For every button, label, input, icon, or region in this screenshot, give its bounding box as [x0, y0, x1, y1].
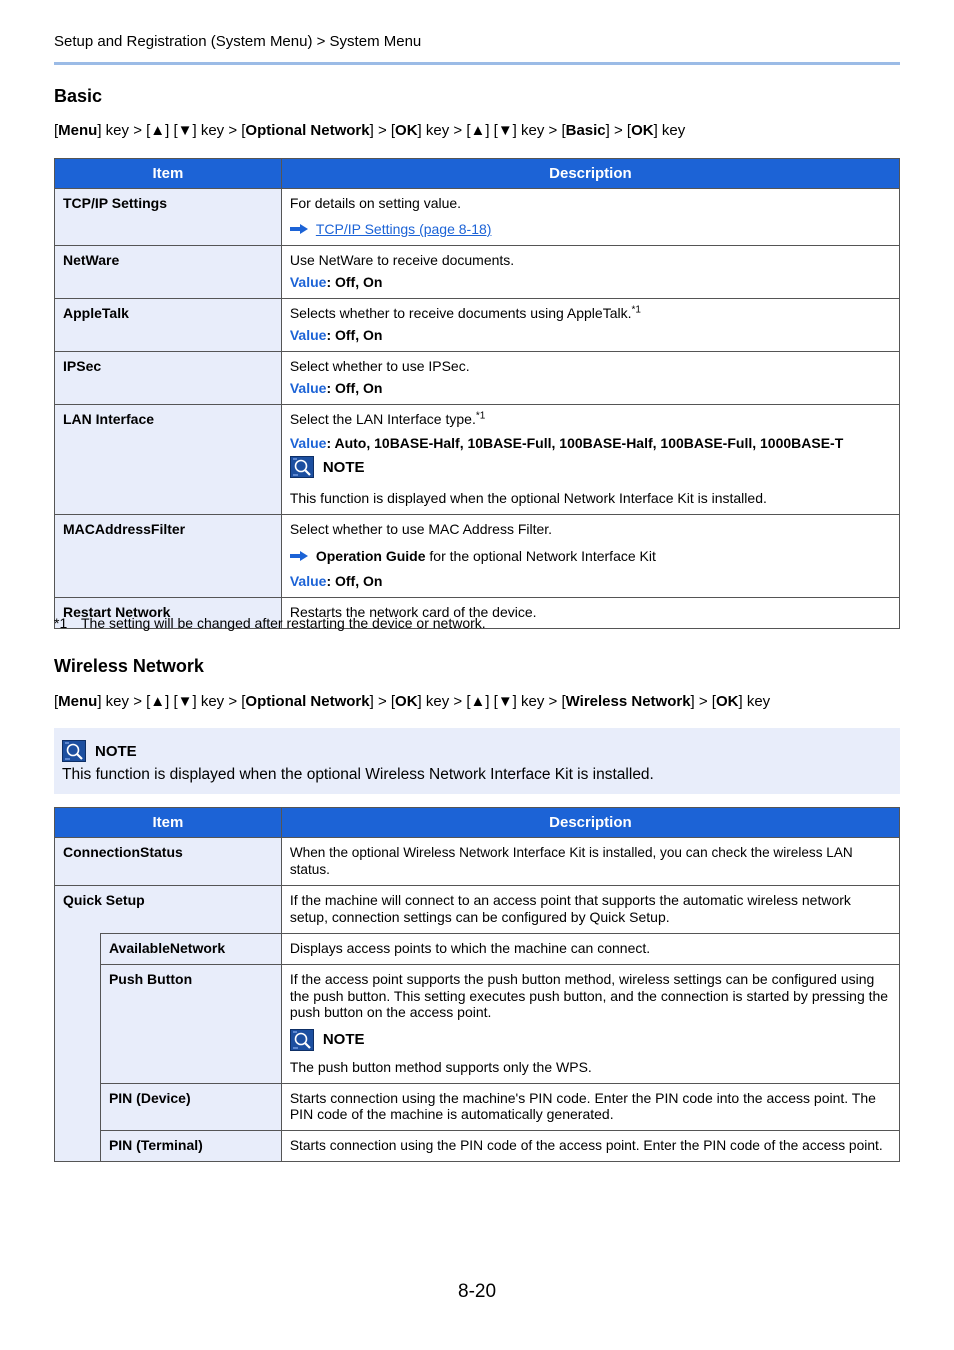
breadcrumb: Setup and Registration (System Menu) > System Menu	[54, 33, 422, 50]
table-row	[55, 1083, 900, 1130]
note-text: This function is displayed when the optional Wireless Network Interface Kit is installed.	[62, 766, 654, 783]
table-header-row	[55, 159, 900, 189]
row-desc-restart-network: Restarts the network card of the device.	[281, 598, 899, 629]
keypath-wireless: [Menu] key > [▲] [▼] key > [Optional Network] > [OK] key > [▲] [▼] key > [Wireless Network] > [OK] key	[54, 693, 771, 710]
row-item-pin-terminal: PIN (Terminal)	[100, 1130, 281, 1161]
column-header-description: Description	[281, 159, 899, 189]
table-row	[55, 934, 900, 965]
operation-guide-ref: Operation Guide	[315, 548, 426, 564]
table-row	[55, 246, 900, 299]
table-row	[55, 352, 900, 405]
row-desc-push-button: If the access point supports the push button method, wireless settings can be configured using the push button. This setting executes push button, and the connection is started by pressing the push button on the access point. NOTE The push button method supports only the WPS.	[281, 965, 899, 1084]
row-item-mac-address-filter: MACAddressFilter	[55, 515, 282, 598]
row-desc-pin-device: Starts connection using the machine's PIN code. Enter the PIN code into the access point. The PIN code of the machine is automatically generated.	[281, 1083, 899, 1130]
row-item-quick-setup: Quick Setup	[55, 886, 282, 934]
row-item-restart-network: Restart Network	[55, 598, 282, 629]
column-header-item: Item	[55, 808, 282, 838]
note-label: NOTE	[322, 458, 365, 476]
row-item-tcpip: TCP/IP Settings	[55, 189, 282, 246]
table-row	[55, 1130, 900, 1161]
table-row	[55, 405, 900, 515]
quick-setup-indent	[55, 934, 101, 1162]
table-row	[55, 299, 900, 352]
row-desc-connection-status: When the optional Wireless Network Interface Kit is installed, you can check the wireless LAN status.	[281, 838, 899, 886]
note-label: NOTE	[322, 1031, 365, 1048]
row-desc-mac-address-filter: Select whether to use MAC Address Filter. Operation Guide for the optional Network Interface Kit Value: Off, On	[281, 515, 899, 598]
note-icon	[62, 740, 86, 762]
note-icon	[290, 1029, 314, 1051]
note-icon	[290, 456, 314, 478]
row-item-lan-interface: LAN Interface	[55, 405, 282, 515]
row-item-netware: NetWare	[55, 246, 282, 299]
column-header-description: Description	[281, 808, 899, 838]
section-title-basic: Basic	[54, 86, 103, 106]
reference-arrow-icon	[290, 551, 308, 561]
wireless-settings-table	[54, 807, 900, 1162]
row-desc-appletalk: Selects whether to receive documents using AppleTalk.$^{*1}$ Value: Off, On	[281, 299, 899, 352]
row-desc-ipsec: Select whether to use IPSec. Value: Off, On	[281, 352, 899, 405]
note-label: NOTE	[95, 742, 137, 760]
row-desc-pin-terminal: Starts connection using the PIN code of the access point. Enter the PIN code of the access point.	[281, 1130, 899, 1161]
row-item-appletalk: AppleTalk	[55, 299, 282, 352]
table-row	[55, 189, 900, 246]
table-row	[55, 886, 900, 934]
row-item-push-button: Push Button	[100, 965, 281, 1084]
table-row	[55, 965, 900, 1084]
table-row	[55, 838, 900, 886]
note-text: This function is displayed when the optional Network Interface Kit is installed.	[289, 490, 767, 506]
footnote: *1 The setting will be changed after restarting the device or network.	[54, 615, 486, 631]
basic-settings-table	[54, 158, 900, 629]
tcpip-settings-link[interactable]: TCP/IP Settings (page 8-18)	[315, 221, 492, 237]
row-item-connection-status: ConnectionStatus	[55, 838, 282, 886]
row-desc-quick-setup: If the machine will connect to an access point that supports the automatic wireless network setup, connection settings can be configured by Quick Setup.	[281, 886, 899, 934]
row-desc-netware: Use NetWare to receive documents. Value: Off, On	[281, 246, 899, 299]
table-header-row	[55, 808, 900, 838]
column-header-item: Item	[55, 159, 282, 189]
row-desc-available-network: Displays access points to which the machine can connect.	[281, 934, 899, 965]
row-desc-tcpip: For details on setting value. TCP/IP Settings (page 8-18)	[281, 189, 899, 246]
table-row	[55, 515, 900, 598]
row-item-pin-device: PIN (Device)	[100, 1083, 281, 1130]
row-item-ipsec: IPSec	[55, 352, 282, 405]
section-title-wireless: Wireless Network	[54, 656, 204, 676]
reference-arrow-icon	[290, 224, 308, 234]
note-text: The push button method supports only the WPS.	[289, 1058, 592, 1075]
wireless-note-box	[54, 728, 900, 794]
page-number: 8-20	[458, 1281, 497, 1302]
row-desc-lan-interface: Select the LAN Interface type.$^{*1}$ Value: Auto, 10BASE-Half, 10BASE-Full, 100BASE-Half, 100BASE-Full, 1000BASE-T NOTE This function is displayed when the optional Network Interface Kit is installed.	[281, 405, 899, 515]
row-item-available-network: AvailableNetwork	[100, 934, 281, 965]
header-rule	[54, 62, 900, 65]
keypath-basic: [Menu] key > [▲] [▼] key > [Optional Network] > [OK] key > [▲] [▼] key > [Basic] > [OK] key	[54, 122, 686, 139]
